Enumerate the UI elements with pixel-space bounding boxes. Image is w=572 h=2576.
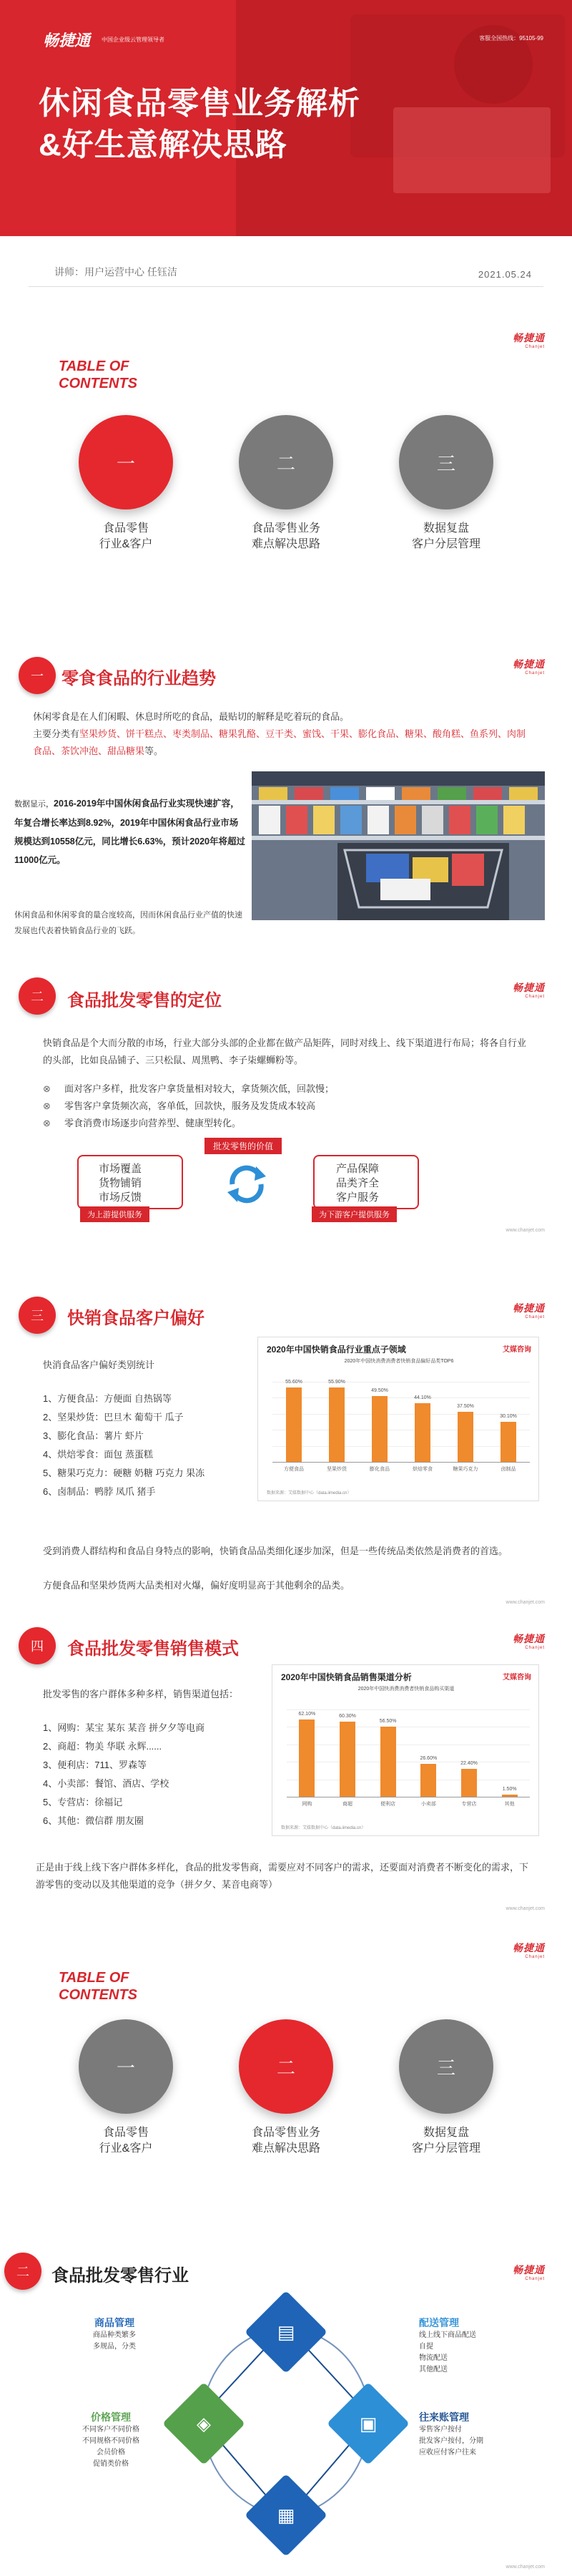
- sec4-list-item: 4、小卖部：餐馆、酒店、学校: [43, 1778, 169, 1789]
- sec4-list: [43, 1719, 257, 1830]
- chart-preference: [257, 1337, 539, 1501]
- sec4-list-item: 6、其他：微信群 朋友圈: [43, 1815, 144, 1826]
- chart2-bar: [420, 1764, 436, 1797]
- chart1-data-label: 44.10%: [414, 1395, 431, 1400]
- sec1-categories: 坚果炒货、饼干糕点、枣类制品、糖果乳酪、豆干类、蜜饯、干果、膨化食品、糖果、酸角糕、鱼系列、肉制食品、茶饮冲泡、甜品糖果: [33, 728, 526, 756]
- sec3-list-item: 1、方便食品：方便面 自热锅等: [43, 1393, 172, 1404]
- cover-speaker: 讲师：用户运营中心 任钰洁: [54, 266, 177, 278]
- chart1-source: 数据来源：艾媒数据中心（data.iimedia.cn）: [267, 1491, 352, 1496]
- cover-date: 2021.05.24: [478, 269, 532, 280]
- toc-item-2-num: 二: [276, 452, 295, 474]
- sec5-diamond-right: [327, 2382, 410, 2465]
- header-logo-sub: Chanjet: [525, 345, 545, 349]
- chart2-source: 数据来源：艾媒数据中心（data.iimedia.cn）: [281, 1826, 366, 1830]
- toc-title: [59, 358, 137, 392]
- sec1-p2: 主要分类有坚果炒货、饼干糕点、枣类制品、糖果乳酪、豆干类、蜜饯、干果、膨化食品、糖果、酸角糕、鱼系列、肉制食品、茶饮冲泡、甜品糖果等。: [33, 728, 526, 756]
- chart1-data-label: 37.50%: [457, 1404, 474, 1409]
- chart2-data-label: 22.40%: [460, 1760, 478, 1766]
- sec5-diamond-left: [162, 2382, 245, 2465]
- sec3-list-item: 4、烘焙零食：面包 蒸蛋糕: [43, 1449, 153, 1460]
- cover-title-line2: &好生意解决思路: [39, 127, 287, 162]
- chart2-subtitle: 2020年中国快消费消费者快销食品购买渠道: [358, 1687, 455, 1692]
- sec1-data-tail: 休闲食品和休闲零食的量合度较高，因而休闲食品行业产值的快速发展也代表着快销食品行业的飞跃。: [14, 911, 242, 935]
- chart1-x-axis: [272, 1462, 530, 1463]
- toc-header-logo: [513, 331, 545, 349]
- sec2-bullets: [43, 1080, 529, 1132]
- chart1-data-label: 55.90%: [328, 1379, 345, 1385]
- chart-channels: [272, 1664, 539, 1836]
- toc2-item-2-circle[interactable]: 二: [239, 2019, 333, 2114]
- sec2-bullet-1: ⊗ 面对客户多样，批发客户拿货量相对较大，拿货频次低，回款慢；: [43, 1083, 335, 1094]
- sec3-intro: 快消食品客户偏好类别统计: [43, 1360, 155, 1370]
- sec4-list-item: 3、便利店：711、罗森等: [43, 1760, 147, 1770]
- sec1-badge: 一: [19, 657, 56, 694]
- chart1-bar: [458, 1412, 473, 1462]
- toc-title-line1: TABLE OF: [59, 358, 129, 374]
- sec3-list-item: 2、坚果炒货：巴旦木 葡萄干 瓜子: [43, 1412, 184, 1423]
- chart1-data-label: 49.50%: [371, 1387, 388, 1393]
- chart2-data-label: 56.50%: [379, 1718, 397, 1724]
- toc2-item-2-label: 食品零售业务 难点解决思路: [251, 2127, 320, 2155]
- sec3-list: [43, 1390, 250, 1501]
- cover-brand-sub: 中国企业级云管理领导者: [102, 36, 165, 43]
- chart2-tick-label: 专营店: [461, 1802, 477, 1807]
- sec2-header-logo: 畅捷通 Chanjet: [513, 982, 545, 999]
- sec4-badge: 四: [19, 1627, 56, 1664]
- chart1-tick-label: 方便食品: [284, 1467, 304, 1472]
- sec4-list-item: 1、网购：某宝 某东 某音 拼夕夕等电商: [43, 1722, 205, 1733]
- truck-icon: ▣: [359, 2412, 378, 2434]
- sec2-badge: 二: [19, 977, 56, 1015]
- sec3-list-item: 6、卤制品：鸭脖 凤爪 猪手: [43, 1486, 156, 1497]
- cover-brand-logo: 畅捷通: [43, 31, 91, 49]
- sec2-right-tag: 为下游客户提供服务: [312, 1206, 397, 1222]
- sec2-right-box: 产品保障 品类齐全 客户服务: [313, 1155, 419, 1209]
- price-tag-icon: ◈: [197, 2412, 211, 2434]
- sec1-title: 零食食品的行业趋势: [61, 669, 216, 688]
- chart2-tick-label: 便利店: [380, 1802, 396, 1807]
- sec3-title: 快销食品客户偏好: [67, 1309, 204, 1328]
- sec2-p1: 快销食品是个大而分散的市场，行业大部分头部的企业都在做产品矩阵，同时对线上、线下渠道进行布局；将各自行业的头部，比如良品铺子、三只松鼠、周黑鸭、李子柒螺蛳粉等。: [43, 1038, 527, 1065]
- sec5-diamond-top: [245, 2290, 327, 2373]
- sec1-header-logo: 畅捷通 Chanjet: [513, 658, 545, 675]
- toc-item-3-label: 数据复盘 客户分层管理: [411, 522, 480, 550]
- chart2-title: 2020年中国快销食品销售渠道分析: [281, 1672, 412, 1682]
- sec5-title: 食品批发零售行业: [51, 2266, 189, 2285]
- chart2-bar: [340, 1722, 355, 1797]
- sec5-badge: 二: [4, 2253, 41, 2290]
- sec5-block-price: 价格管理 不同客户不同价格 不同规格不同价格 会员价格 促销类价格: [82, 2411, 139, 2468]
- sec2-bullet-2: ⊗ 零售客户拿货频次高，客单低，回款快，服务及发货成本较高: [43, 1101, 316, 1111]
- chart1-tick-label: 膨化食品: [370, 1467, 390, 1472]
- sec3-list-item: 3、膨化食品：薯片 虾片: [43, 1430, 144, 1441]
- toc2-title: TABLE OF CONTENTS: [59, 1970, 137, 2003]
- cover-title-line1: 休闲食品零售业务解析: [39, 86, 360, 121]
- sec5-footnote: www.chanjet.com: [506, 2565, 545, 2570]
- chart2-tick-label: 其他: [504, 1802, 515, 1807]
- calendar-icon: ▦: [277, 2504, 295, 2526]
- sec4-intro: 批发零售的客户群体多种多样，销售渠道包括：: [43, 1689, 239, 1699]
- chart2-data-label: 62.10%: [298, 1711, 316, 1717]
- sec1-supermarket-image: [252, 771, 545, 920]
- chart2-bar: [380, 1727, 396, 1797]
- toc-item-1-label: 食品零售 行业&客户: [99, 522, 153, 550]
- chart1-plot: [272, 1370, 530, 1478]
- sec4-list-item: 2、商超：物美 华联 永辉......: [43, 1741, 162, 1752]
- sec4-header-logo: 畅捷通 Chanjet: [513, 1633, 545, 1650]
- sec5-block-accounts: 往来账管理 零售客户按付 批发客户按付，分期 应收应付客户往来: [419, 2411, 483, 2457]
- toc-item-3-circle[interactable]: [399, 415, 493, 509]
- chart2-bar: [461, 1769, 477, 1797]
- chart1-data-label: 55.60%: [285, 1380, 302, 1385]
- chart1-bar: [500, 1422, 516, 1462]
- sec4-list-item: 5、专营店：徐福记: [43, 1797, 123, 1807]
- toc2-item-1-label: 食品零售 行业&客户: [99, 2127, 153, 2155]
- chart2-gridline: [287, 1709, 530, 1710]
- chart2-data-label: 60.30%: [339, 1713, 356, 1719]
- sec2-footnote: www.chanjet.com: [506, 1228, 545, 1233]
- sec3-header-logo: 畅捷通 Chanjet: [513, 1302, 545, 1319]
- chart1-bar: [372, 1396, 388, 1462]
- toc2-header-logo: 畅捷通 Chanjet: [513, 1942, 545, 1959]
- cycle-arrows-icon: [222, 1159, 272, 1209]
- toc2-item-3-label: 数据复盘 客户分层管理: [411, 2127, 480, 2155]
- toc-item-2-label: 食品零售业务 难点解决思路: [251, 522, 320, 550]
- chart1-bar: [286, 1387, 302, 1462]
- sec4-title: 食品批发零售销售模式: [67, 1639, 239, 1659]
- header-logo-text: 畅捷通: [513, 332, 545, 343]
- toc2-item-3-circle[interactable]: 三: [399, 2019, 493, 2114]
- sec4-p-after: 正是由于线上线下客户群体多样化，食品的批发零售商，需要应对不同客户的需求，还要面对消费者不断变化的需求，下游零售的变动以及其他渠道的竞争（拼夕夕、某音电商等）: [36, 1862, 529, 1890]
- chart2-data-label: 1.50%: [502, 1787, 517, 1792]
- sec3-list-item: 5、糖果巧克力：硬糖 奶糖 巧克力 果冻: [43, 1468, 205, 1478]
- toc-item-1-num: 一: [116, 452, 135, 474]
- cover: [0, 0, 572, 236]
- sec5-diamond-bottom: [245, 2474, 327, 2557]
- sec1-data-text: 数据显示，2016-2019年中国休闲食品行业实现快速扩容，年复合增长率达到8.92%，2019年中国休闲食品行业市场规模达到10558亿元，同比增长6.63%，预计2020年将超过11000亿元。: [14, 799, 246, 865]
- chart1-tick-label: 烘焙零食: [413, 1467, 433, 1472]
- toc-item-3-num: 三: [436, 452, 455, 474]
- sec3-p-after2: 方便食品和坚果炒货两大品类相对火爆，偏好度明显高于其他剩余的品类。: [43, 1580, 350, 1591]
- sec1-p1: 休闲零食是在人们闲暇、休息时所吃的食品，最贴切的解释是吃着玩的食品。: [33, 711, 350, 722]
- chart2-source-logo: 艾媒咨询: [503, 1674, 531, 1682]
- chart1-source-logo: 艾媒咨询: [503, 1346, 531, 1354]
- sec4-footnote: www.chanjet.com: [506, 1906, 545, 1911]
- chart2-plot: [287, 1698, 530, 1813]
- chart1-bar: [329, 1387, 345, 1462]
- sec2-title: 食品批发零售的定位: [67, 991, 222, 1010]
- sec3-badge: 三: [19, 1297, 56, 1334]
- chart2-bar: [299, 1719, 315, 1797]
- cover-divider: [29, 286, 543, 287]
- chart2-tick-label: 商超: [342, 1802, 352, 1807]
- chart1-bar: [415, 1403, 430, 1462]
- chart1-gridline: [272, 1446, 530, 1447]
- chart1-gridline: [272, 1397, 530, 1398]
- chart1-subtitle: 2020年中国快消费消费者快销食品偏好品类TOP6: [344, 1359, 454, 1364]
- store-icon: ▤: [277, 2321, 295, 2343]
- chart1-data-label: 30.10%: [500, 1413, 517, 1419]
- chart1-tick-label: 卤制品: [500, 1467, 516, 1472]
- sec3-p-after1: 受到消费人群结构和食品自身特点的影响，快销食品品类细化逐步加深，但是一些传统品类依然是消费者的首选。: [43, 1546, 508, 1556]
- sec5-header-logo: 畅捷通 Chanjet: [513, 2264, 545, 2281]
- sec2-left-box: 市场覆盖 货物铺销 市场反馈: [77, 1155, 183, 1209]
- chart1-tick-label: 坚果炒货: [327, 1467, 347, 1472]
- toc2-item-1-circle[interactable]: 一: [79, 2019, 173, 2114]
- sec2-bullet-3: ⊗ 零食消费市场逐步向营养型、健康型转化。: [43, 1118, 242, 1128]
- sec2-left-tag: 为上游提供服务: [80, 1206, 149, 1222]
- sec3-footnote: www.chanjet.com: [506, 1600, 545, 1605]
- chart1-gridline: [272, 1414, 530, 1415]
- toc-title-line2: CONTENTS: [59, 376, 137, 391]
- chart1-title: 2020年中国快销食品行业重点子领域: [267, 1345, 406, 1355]
- sec2-value-label: 批发零售的价值: [204, 1138, 282, 1154]
- toc-item-2-circle[interactable]: [239, 415, 333, 509]
- chart2-tick-label: 小卖部: [420, 1802, 436, 1807]
- chart2-data-label: 26.60%: [420, 1755, 438, 1761]
- cover-hotline: 客服全国热线：95105-99: [479, 35, 543, 42]
- sec5-block-delivery: 配送管理 线上线下商品配送 自提 物流配送 其他配送: [419, 2317, 476, 2373]
- toc-item-1-circle[interactable]: [79, 415, 173, 509]
- sec5-block-goods: 商品管理 商品种类繁多 多规品，分类: [93, 2317, 136, 2351]
- chart2-tick-label: 网购: [302, 1802, 312, 1807]
- chart1-tick-label: 糖果巧克力: [453, 1467, 478, 1472]
